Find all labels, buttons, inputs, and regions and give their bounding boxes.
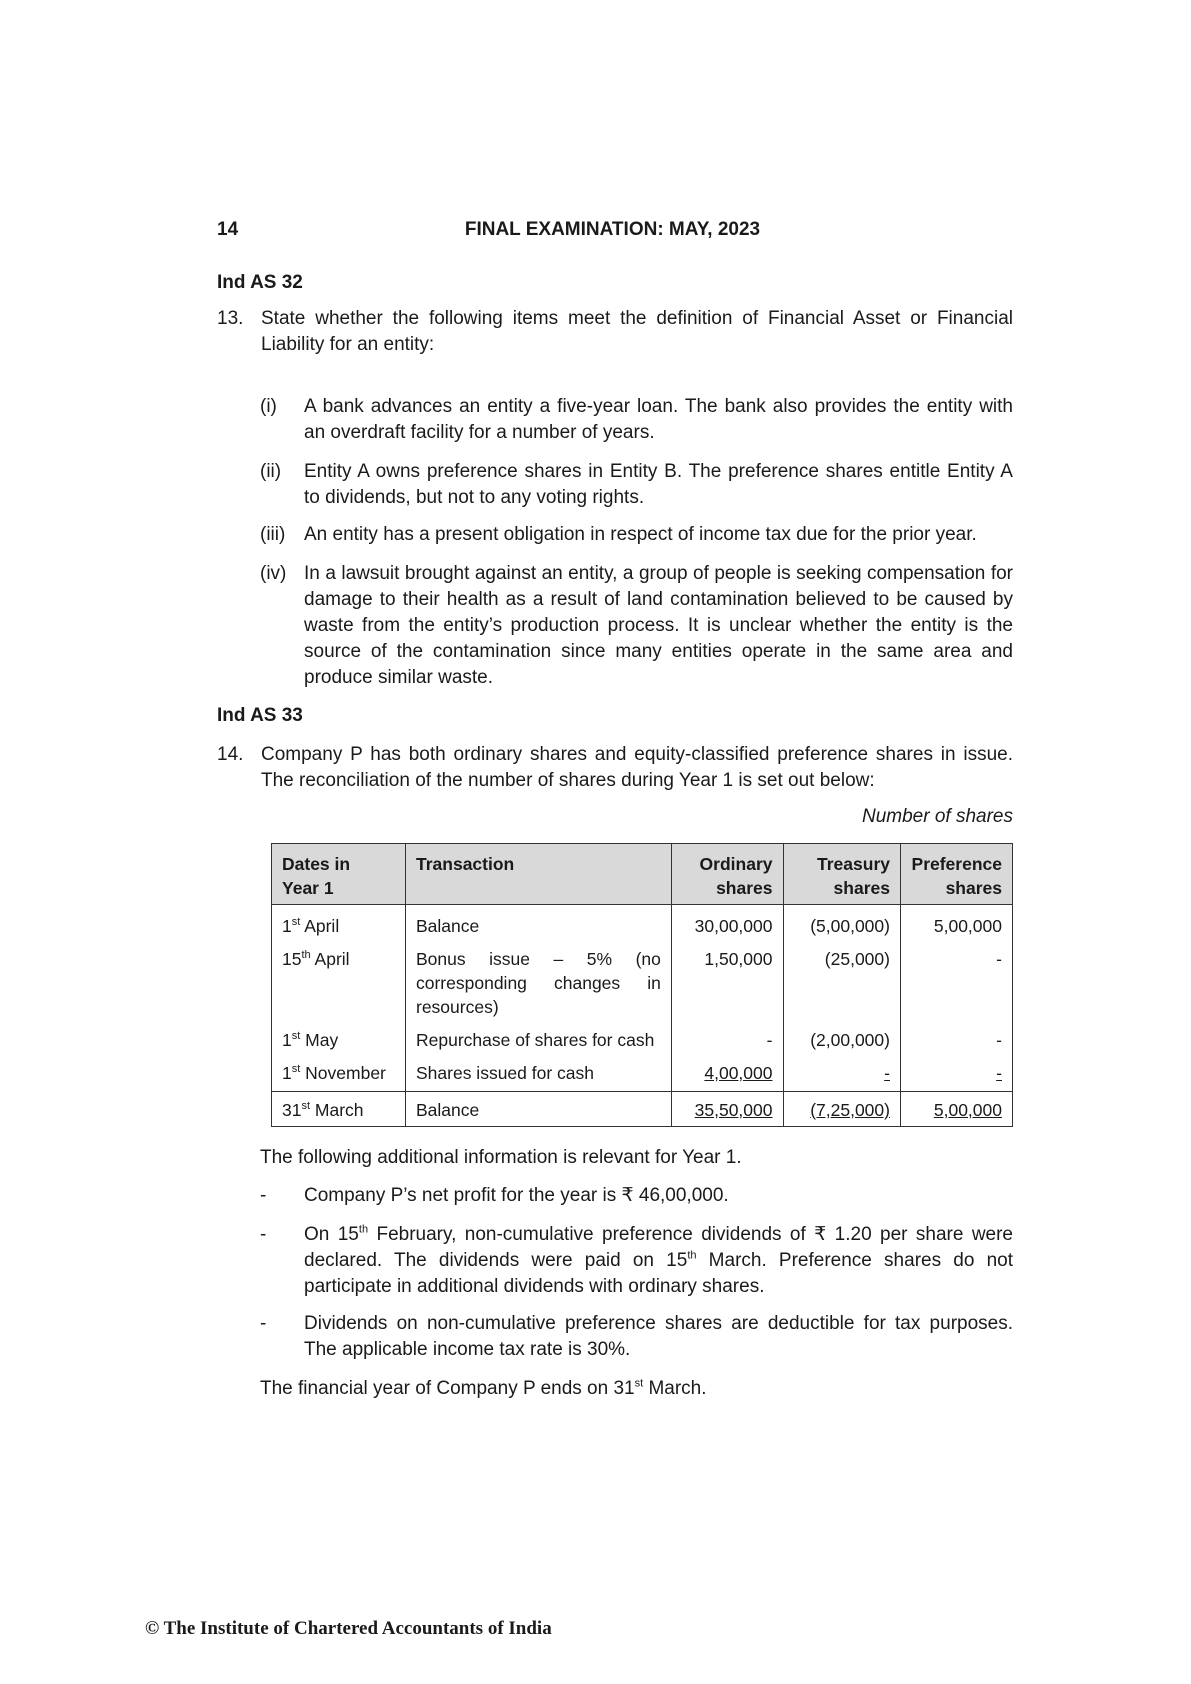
- item-number: (i): [260, 396, 277, 417]
- cell-transaction: Repurchase of shares for cash: [406, 1023, 672, 1056]
- bullet-net-profit: [260, 1183, 1013, 1209]
- copyright-footer: © The Institute of Chartered Accountants of India: [145, 1618, 552, 1639]
- cell-treasury: -: [783, 1056, 900, 1092]
- bullet-marker: -: [260, 1313, 267, 1334]
- item-number: (iv): [260, 563, 287, 584]
- cell-preference: -: [900, 1056, 1012, 1092]
- item-number: (ii): [260, 461, 282, 482]
- cell-preference: 5,00,000: [900, 1092, 1012, 1127]
- header-dates: Dates in Year 1: [272, 844, 406, 905]
- bullet-marker: -: [260, 1224, 267, 1245]
- table-total-row: [272, 1092, 1013, 1127]
- question-13-item-iii: [260, 522, 1013, 548]
- cell-treasury: (25,000): [783, 942, 900, 1023]
- cell-transaction: Balance: [406, 905, 672, 943]
- bullet-preference-dividends: [260, 1222, 1013, 1300]
- additional-info-intro: The following additional information is relevant for Year 1.: [260, 1147, 742, 1168]
- cell-date: 1st April: [272, 905, 406, 943]
- cell-ordinary: 35,50,000: [671, 1092, 783, 1127]
- cell-ordinary: 30,00,000: [671, 905, 783, 943]
- item-number: (iii): [260, 524, 286, 545]
- page-number: 14: [217, 219, 239, 240]
- cell-treasury: (7,25,000): [783, 1092, 900, 1127]
- cell-preference: 5,00,000: [900, 905, 1012, 943]
- cell-transaction: Shares issued for cash: [406, 1056, 672, 1092]
- question-14: [217, 742, 1013, 794]
- cell-treasury: (5,00,000): [783, 905, 900, 943]
- table-row: [272, 942, 1013, 1023]
- question-13-item-ii: [260, 459, 1013, 511]
- section-heading-ind-as-33: Ind AS 33: [217, 705, 303, 726]
- item-text: An entity has a present obligation in respect of income tax due for the prior year.: [304, 524, 977, 545]
- cell-preference: -: [900, 942, 1012, 1023]
- cell-treasury: (2,00,000): [783, 1023, 900, 1056]
- header-preference-shares: Preference shares: [900, 844, 1012, 905]
- question-13-item-iv: [260, 561, 1013, 691]
- item-text: Entity A owns preference shares in Entity B. The preference shares entitle Entity A to dividends, but not to any voting rights.: [304, 461, 1013, 508]
- question-number: 13.: [217, 308, 244, 329]
- table-row: [272, 1056, 1013, 1092]
- bullet-text: Dividends on non-cumulative preference shares are deductible for tax purposes. The applicable income tax rate is 30%.: [304, 1313, 1013, 1360]
- section-heading-ind-as-32: Ind AS 32: [217, 272, 303, 293]
- cell-date: 15th April: [272, 942, 406, 1023]
- bullet-marker: -: [260, 1185, 267, 1206]
- header-treasury-shares: Treasury shares: [783, 844, 900, 905]
- cell-date: 31st March: [272, 1092, 406, 1127]
- page-header-title: FINAL EXAMINATION: MAY, 2023: [464, 219, 761, 240]
- cell-ordinary: -: [671, 1023, 783, 1056]
- cell-ordinary: 1,50,000: [671, 942, 783, 1023]
- table-row: [272, 905, 1013, 943]
- question-text: State whether the following items meet the definition of Financial Asset or Financial Liability for an entity:: [261, 308, 1013, 355]
- cell-date: 1st November: [272, 1056, 406, 1092]
- share-reconciliation-table: [271, 843, 1013, 1127]
- table-header-row: [272, 844, 1013, 905]
- cell-transaction: Bonus issue – 5% (no corresponding changes in resources): [406, 942, 672, 1023]
- header-transaction: Transaction: [406, 844, 672, 905]
- table-row: [272, 1023, 1013, 1056]
- financial-year-statement: The financial year of Company P ends on 31st March.: [260, 1377, 707, 1399]
- question-13-item-i: [260, 394, 1013, 446]
- bullet-text: Company P’s net profit for the year is ₹ 46,00,000.: [304, 1185, 729, 1206]
- item-text: A bank advances an entity a five-year loan. The bank also provides the entity with an overdraft facility for a number of years.: [304, 396, 1013, 443]
- item-text: In a lawsuit brought against an entity, a group of people is seeking compensation for damage to their health as a result of land contamination believed to be caused by waste from the entity’s production process. It is unclear whether the entity is the source of the contamination since many entities operate in the same area and produce similar waste.: [304, 563, 1013, 688]
- cell-transaction: Balance: [406, 1092, 672, 1127]
- bullet-tax-deductible: [260, 1311, 1013, 1363]
- header-ordinary-shares: Ordinary shares: [671, 844, 783, 905]
- question-text: Company P has both ordinary shares and equity-classified preference shares in issue. The reconciliation of the number of shares during Year 1 is set out below:: [261, 744, 1013, 791]
- cell-date: 1st May: [272, 1023, 406, 1056]
- question-13: [217, 306, 1013, 358]
- question-number: 14.: [217, 744, 244, 765]
- cell-preference: -: [900, 1023, 1012, 1056]
- table-caption: Number of shares: [861, 806, 1013, 827]
- cell-ordinary: 4,00,000: [671, 1056, 783, 1092]
- bullet-text: On 15th February, non-cumulative preference dividends of ₹ 1.20 per share were declared. The dividends were paid on 15th March. Preference shares do not participate in additional dividends with ordinary shares.: [304, 1223, 1013, 1297]
